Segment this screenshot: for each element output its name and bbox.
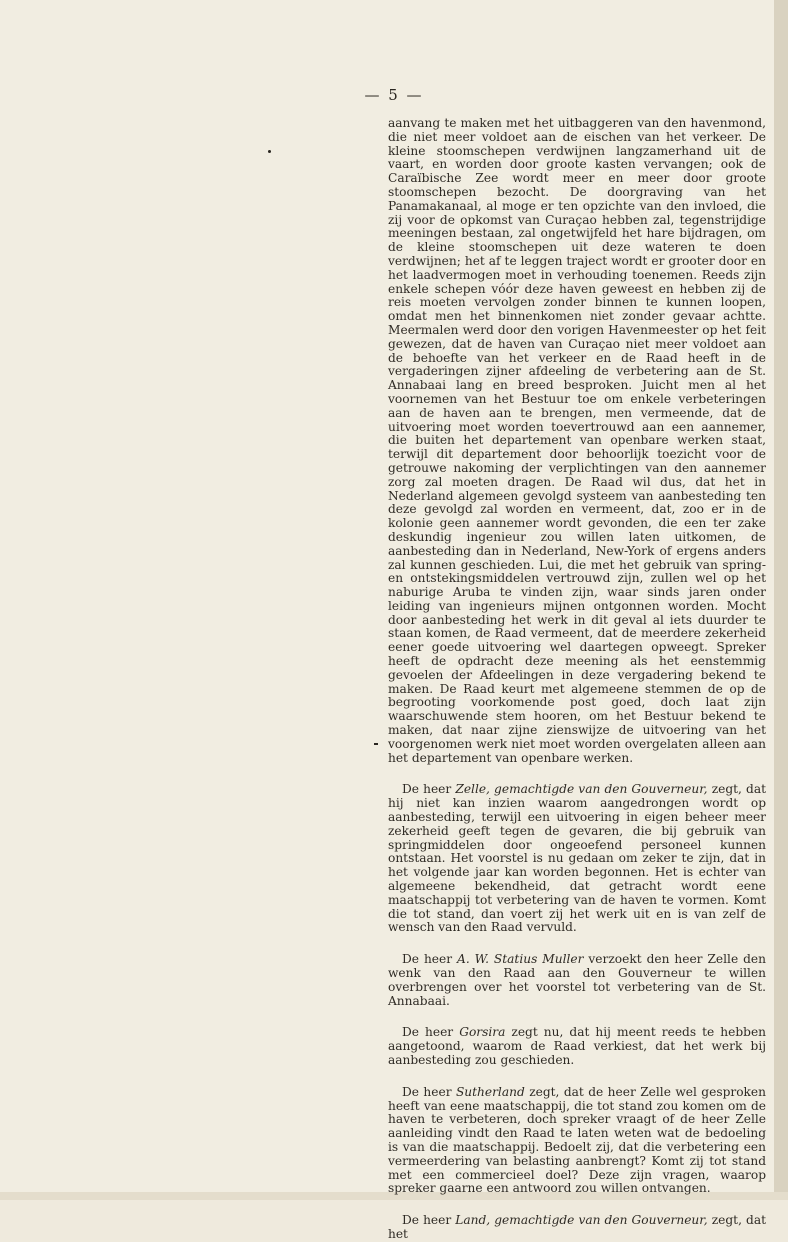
paragraph-zelle	[388, 783, 766, 935]
paragraph-lead: De heer	[402, 1025, 454, 1040]
paragraph-gorsira	[388, 1026, 766, 1067]
paragraph-opening: aanvang te maken met het uitbaggeren van den havenmond, die niet meer voldoet aan de eischen van het verkeer. De kleine stoomschepen verdwijnen langzamerhand uit de vaart, en worden door groote kasten vervangen; ook de Caraïbische Zee wordt meer en meer door groote stoomschepen bezocht. De doorgraving van het Panamakanaal, al moge er ten opzichte van den invloed, die zij voor de opkomst van Curaçao hebben zal, tegenstrijdige meeningen bestaan, zal ongetwijfeld het hare bijdragen, om de kleine stoomschepen uit deze wateren te doen verdwijnen; het af te leggen traject wordt er grooter door en het laadvermogen moet in verhouding toenemen. Reeds zijn enkele schepen vóór deze haven geweest en hebben zij de reis moeten vervolgen zonder binnen te kunnen loopen, omdat men het binnenkomen niet zonder gevaar achtte. Meermalen werd door den vorigen Havenmeester op het feit gewezen, dat de haven van Curaçao niet meer voldoet aan de behoefte van het verkeer en de Raad heeft in de vergaderingen zijner afdeeling de verbetering aan de St. Annabaai lang en breed besproken. Juicht men al het voornemen van het Bestuur toe om enkele verbeteringen aan de haven aan te brengen, men vermeende, dat de uitvoering moet worden toevertrouwd aan een aannemer, die buiten het departement van openbare werken staat, terwijl dit departement door behoorlijk toezicht voor de getrouwe nakoming der verplichtingen van den aannemer zorg zal moeten dragen. De Raad wil dus, dat het in Nederland algemeen gevolgd systeem van aanbesteding ten deze gevolgd zal worden en vermeent, dat, zoo er in de kolonie geen aannemer wordt gevonden, die een ter zake deskundig ingenieur zou willen laten uitkomen, de aanbesteding dan in Nederland, New-York of ergens anders zal kunnen geschieden. Lui, die met het gebruik van spring- en ontstekingsmiddelen vertrouwd zijn, zullen wel op het naburige Aruba te vinden zijn, waar sinds jaren onder leiding van ingenieurs mijnen ontgonnen worden. Mocht door aanbesteding het werk in dit geval al iets duurder te staan komen, de Raad vermeent, dat de meerdere zekerheid eener goede uitvoering wel daartegen opweegt. Spreker heeft de opdracht deze meening als het eenstemmig gevoelen der Afdeelingen in deze vergadering bekend te maken. De Raad keurt met algemeene stemmen de op de begrooting voorkomende post goed, doch laat zijn waarschuwende stem hooren, om het Bestuur bekend te maken, dat naar zijne zienswijze de uitvoering van het voorgenomen werk niet moet worden overgelaten alleen aan het departement van openbare werken.	[388, 116, 766, 765]
text-column	[388, 117, 766, 1242]
paragraph-lead: De heer	[402, 1084, 452, 1099]
page-edge-right	[774, 0, 788, 1200]
speaker-name: Gorsira	[459, 1025, 506, 1040]
margin-mark	[374, 743, 378, 745]
speaker-name: A. W. Statius Muller	[457, 952, 584, 967]
paragraph-lead: De heer	[402, 952, 453, 967]
paragraph-body: zegt, dat het	[388, 1213, 766, 1241]
paragraph-body: zegt, dat de heer Zelle wel gesproken heeft van eene maatschappij, die tot stand zou komen om de haven te verbeteren, doch spreker vraagt of de heer Zelle aanleiding vindt den Raad te laten weten wat de bedoeling is van die maatschappij. Bedoelt zij, dat die verbetering een vermeerdering van belasting aanbrengt? Komt zij tot stand met een commercieel doel? Deze zijn vragen, waarop spreker gaarne een antwoord zou willen ontvangen.	[388, 1084, 766, 1196]
print-speck	[268, 150, 271, 153]
speaker-name: Sutherland	[455, 1084, 525, 1099]
paragraph-body: zegt, dat hij niet kan inzien waarom aangedrongen wordt op aanbesteding, terwijl een uitvoering in eigen beheer meer zekerheid geeft tegen de gevaren, die bij gebruik van springmiddelen door ongeoefend personeel kunnen ontstaan. Het voorstel is nu gedaan om zeker te zijn, dat in het volgende jaar kan worden begonnen. Het is echter van algemeene bekendheid, dat getracht wordt eene maatschappij tot verbetering van de haven te vormen. Komt die tot stand, dan voert zij het werk uit en is van zelf de wensch van den Raad vervuld.	[388, 782, 767, 935]
paragraph-sutherland	[388, 1086, 766, 1196]
paragraph-statius-muller	[388, 953, 766, 1008]
paragraph-lead: De heer	[402, 1213, 452, 1228]
paragraph-land	[388, 1214, 766, 1242]
page-number: — 5 —	[364, 86, 424, 104]
paragraph-body: zegt nu, dat hij meent reeds te hebben aangetoond, waarom de Raad verkiest, dat het werk bij aanbesteding zou geschieden.	[388, 1025, 767, 1067]
speaker-name: Land, gemachtigde van den Gouverneur,	[455, 1213, 708, 1228]
paragraph-body: verzoekt den heer Zelle den wenk van den Raad aan den Gouverneur te willen overbrengen over het voorstel tot verbetering van de St. Annabaai.	[388, 952, 766, 1008]
speaker-name: Zelle, gemachtigde van den Gouverneur,	[455, 782, 708, 797]
paragraph-lead: De heer	[402, 782, 452, 797]
